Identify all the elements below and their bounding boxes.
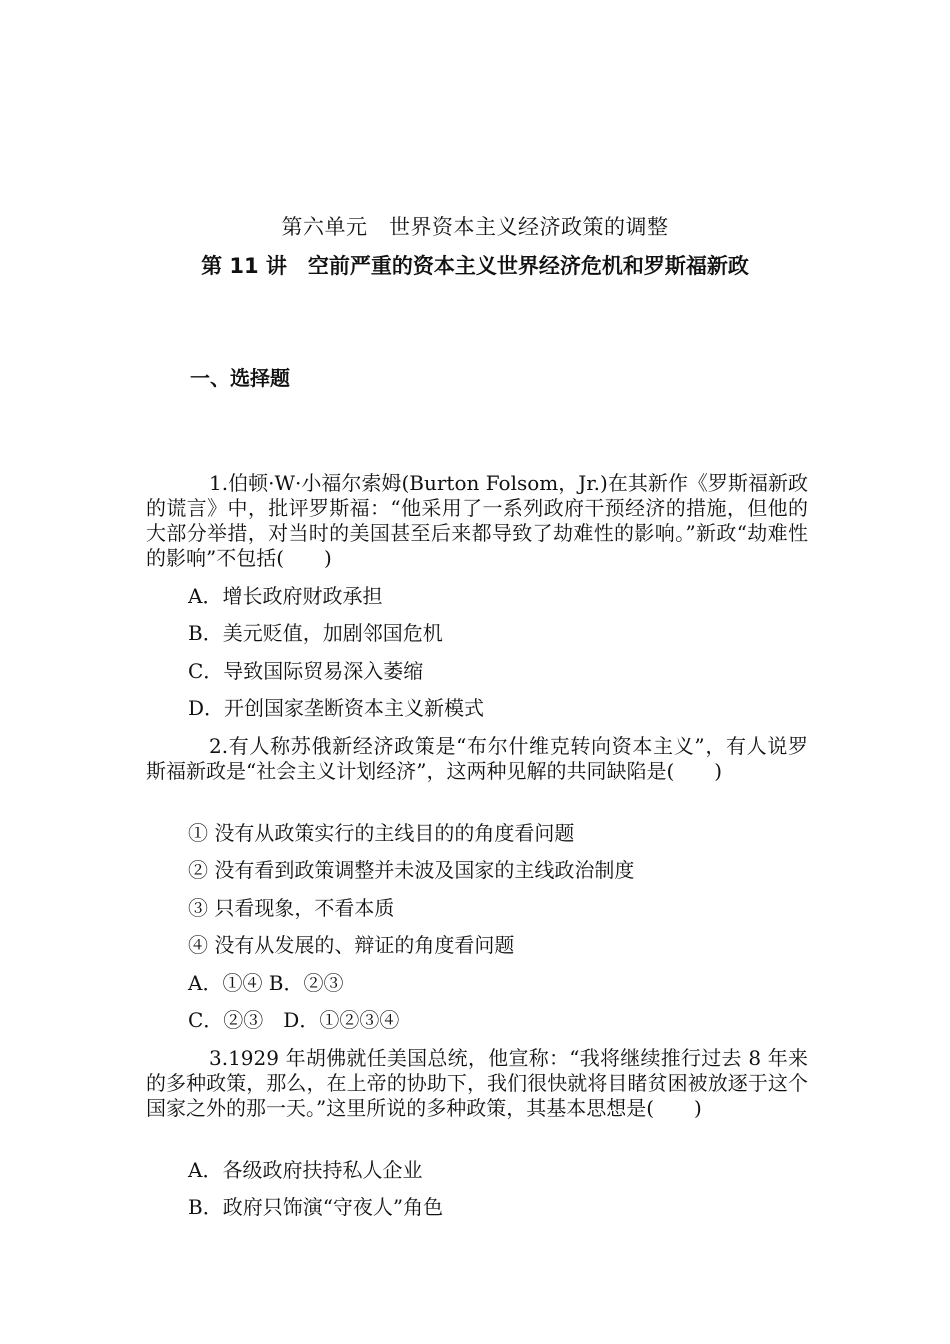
question-2-statement-3: ③ 只看现象，不看本质 [188, 896, 395, 920]
question-2-options-row-1: A．①④ B．②③ [188, 971, 344, 995]
question-2-statement-4: ④ 没有从发展的、辩证的角度看问题 [188, 933, 515, 957]
question-1-option-d: D．开创国家垄断资本主义新模式 [188, 696, 485, 720]
question-1-option-b: B．美元贬值，加剧邻国危机 [188, 621, 443, 645]
lesson-title: 第 11 讲 空前严重的资本主义世界经济危机和罗斯福新政 [201, 254, 749, 278]
question-1-option-a: A．增长政府财政承担 [188, 584, 383, 608]
question-2-stem: 2.有人称苏俄新经济政策是“布尔什维克转向资本主义”，有人说罗斯福新政是“社会主义计划经济”，这两种见解的共同缺陷是( ) [146, 734, 808, 783]
section-title: 一、选择题 [190, 366, 290, 390]
question-1-stem: 1.伯顿·W·小福尔索姆(Burton Folsom，Jr.)在其新作《罗斯福新政的谎言》中，批评罗斯福：“他采用了一系列政府干预经济的措施，但他的大部分举措，对当时的美国甚至后来都导致了劫难性的影响。”新政“劫难性的影响”不包括( ) [146, 471, 808, 570]
question-2-statement-1: ① 没有从政策实行的主线目的的角度看问题 [188, 821, 575, 845]
unit-title: 第六单元 世界资本主义经济政策的调整 [281, 215, 669, 239]
question-3-stem: 3.1929 年胡佛就任美国总统，他宣称：“我将继续推行过去 8 年来的多种政策，那么，在上帝的协助下，我们很快就将目睹贫困被放逐于这个国家之外的那一天。”这里所说的多种政策，其基本思想是( ) [146, 1046, 808, 1120]
question-2-options-row-2: C．②③ D．①②③④ [188, 1008, 400, 1032]
question-3-option-a: A．各级政府扶持私人企业 [188, 1158, 423, 1182]
question-2-statement-2: ② 没有看到政策调整并未波及国家的主线政治制度 [188, 858, 635, 882]
question-1-option-c: C．导致国际贸易深入萎缩 [188, 659, 424, 683]
question-3-option-b: B．政府只饰演“守夜人”角色 [188, 1195, 444, 1219]
